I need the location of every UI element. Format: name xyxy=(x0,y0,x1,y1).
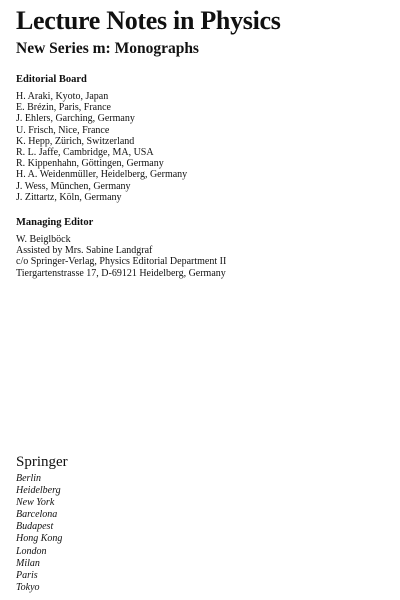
page-content xyxy=(16,6,392,279)
board-member: U. Frisch, Nice, France xyxy=(16,124,110,136)
publisher-city: Barcelona xyxy=(16,509,58,521)
editorial-board-heading: Editorial Board xyxy=(16,74,87,85)
publisher-city: Tokyo xyxy=(16,581,40,593)
publisher-city: London xyxy=(16,545,47,557)
editor-name: W. Beiglböck xyxy=(16,234,71,246)
board-member: J. Ehlers, Garching, Germany xyxy=(16,113,135,125)
publisher-city: New York xyxy=(16,497,55,509)
editor-assistant: Assisted by Mrs. Sabine Landgraf xyxy=(16,245,153,257)
editor-department: c/o Springer-Verlag, Physics Editorial Department II xyxy=(16,256,227,268)
publisher-city: Heidelberg xyxy=(16,485,61,497)
board-member: R. L. Jaffe, Cambridge, MA, USA xyxy=(16,147,154,159)
managing-editor-lines xyxy=(16,234,392,279)
publisher-city: Hong Kong xyxy=(16,533,63,545)
board-member: J. Wess, München, Germany xyxy=(16,180,131,192)
board-member: H. A. Weidenmüller, Heidelberg, Germany xyxy=(16,169,188,181)
publisher-city: Berlin xyxy=(16,473,41,484)
managing-editor-block xyxy=(16,216,392,279)
managing-editor-heading: Managing Editor xyxy=(16,217,94,229)
board-member: J. Zittartz, Köln, Germany xyxy=(16,191,122,203)
publisher-block xyxy=(16,453,68,594)
editorial-board-list xyxy=(16,91,392,203)
publisher-city: Budapest xyxy=(16,521,54,533)
publisher-city: Milan xyxy=(16,557,40,569)
editor-address: Tiergartenstrasse 17, D-69121 Heidelberg, Germany xyxy=(16,267,226,279)
publisher-city: Paris xyxy=(16,569,38,581)
series-subtitle: New Series m: Monographs xyxy=(16,40,199,57)
board-member: H. Araki, Kyoto, Japan xyxy=(16,91,109,102)
series-title: Lecture Notes in Physics xyxy=(16,6,281,35)
board-member: E. Brézin, Paris, France xyxy=(16,102,111,114)
board-member: K. Hepp, Zürich, Switzerland xyxy=(16,135,135,147)
publisher-cities xyxy=(16,473,68,594)
publisher-name: Springer xyxy=(16,454,68,470)
board-member: R. Kippenhahn, Göttingen, Germany xyxy=(16,158,164,170)
